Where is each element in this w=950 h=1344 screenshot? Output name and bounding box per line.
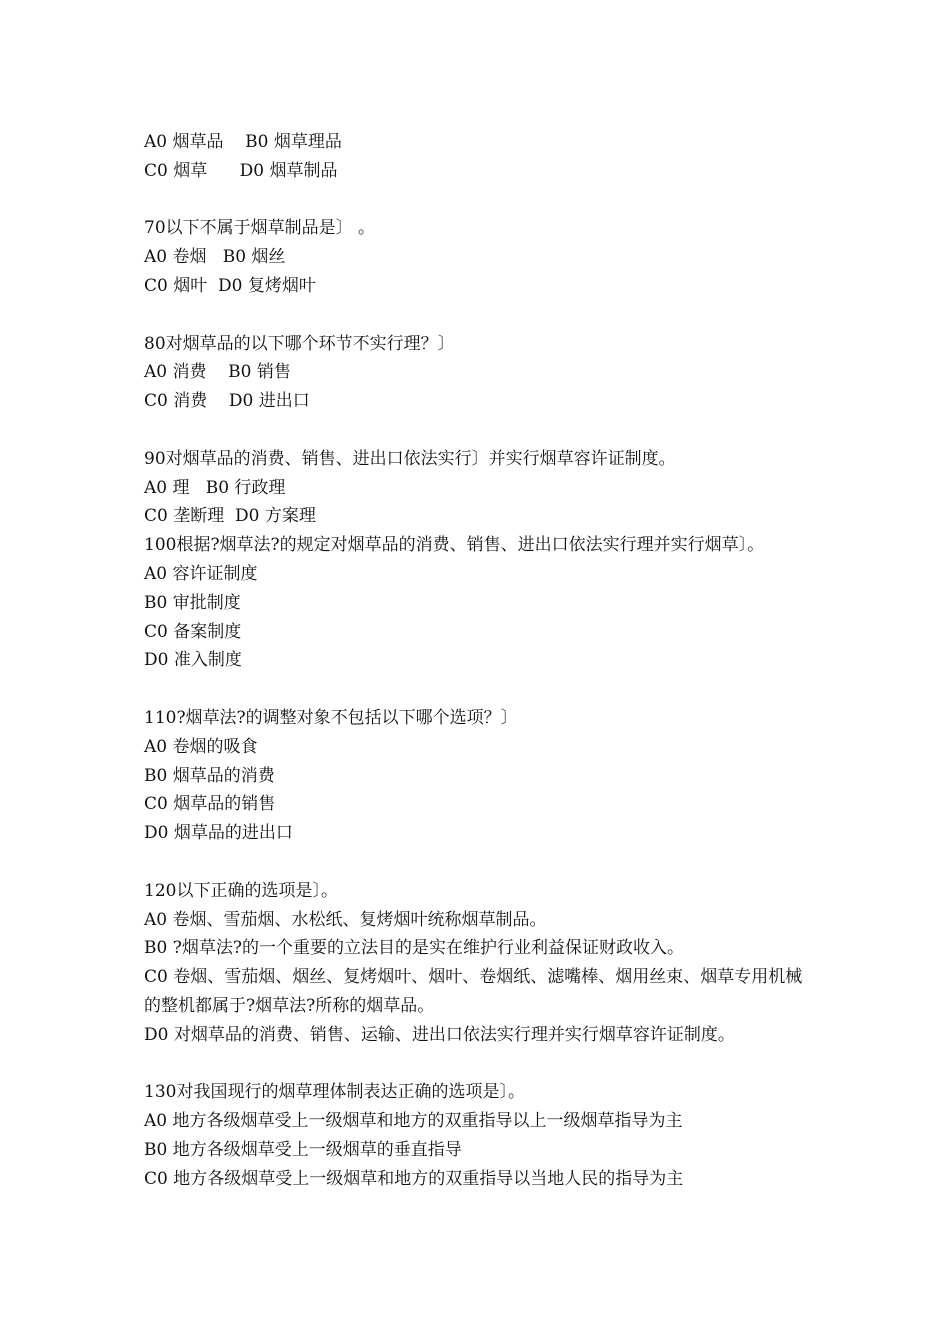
question-text: 120以下正确的选项是〕。 — [144, 880, 338, 901]
answer-option: C0 地方各级烟草受上一级烟草和地方的双重指导以当地人民的指导为主 — [144, 1168, 684, 1189]
answer-option: D0 烟草品的进出口 — [144, 823, 293, 844]
answer-option: C0 消费 D0 进出口 — [144, 391, 310, 412]
answer-option: A0 理 B0 行政理 — [144, 477, 286, 498]
blank-line — [144, 848, 814, 877]
answer-option: A0 消费 B0 销售 — [144, 362, 291, 383]
answer-option: A0 容许证制度 — [144, 563, 258, 584]
answer-option: C0 垄断理 D0 方案理 — [144, 506, 316, 527]
blank-line — [144, 186, 814, 215]
answer-option: B0 地方各级烟草受上一级烟草的垂直指导 — [144, 1139, 462, 1160]
answer-option: D0 对烟草品的消费、销售、运输、进出口依法实行理并实行烟草容许证制度。 — [144, 1024, 735, 1045]
answer-option: C0 备案制度 — [144, 621, 242, 642]
answer-option: B0 ?烟草法?的一个重要的立法目的是实在维护行业利益保证财政收入。 — [144, 938, 684, 959]
answer-option: D0 准入制度 — [144, 650, 242, 671]
question-text: 80对烟草品的以下哪个环节不实行理？〕 — [144, 333, 455, 354]
document-body — [144, 128, 814, 1193]
answer-option: A0 地方各级烟草受上一级烟草和地方的双重指导以上一级烟草指导为主 — [144, 1111, 683, 1132]
blank-line — [144, 301, 814, 330]
answer-option: A0 卷烟的吸食 — [144, 736, 258, 757]
question-text: 110?烟草法?的调整对象不包括以下哪个选项？〕 — [144, 707, 518, 728]
blank-line — [144, 1050, 814, 1079]
text-line: C0 烟草 D0 烟草制品 — [144, 160, 338, 181]
question-text: 130对我国现行的烟草理体制表达正确的选项是〕。 — [144, 1082, 525, 1103]
answer-option: C0 烟叶 D0 复烤烟叶 — [144, 275, 316, 296]
question-text: 100根据?烟草法?的规定对烟草品的消费、销售、进出口依法实行理并实行烟草〕。 — [144, 535, 765, 556]
question-text: 90对烟草品的消费、销售、进出口依法实行〕并实行烟草容许证制度。 — [144, 448, 676, 469]
blank-line — [144, 416, 814, 445]
question-text: 70以下不属于烟草制品是〕 。 — [144, 218, 376, 239]
answer-option: A0 卷烟 B0 烟丝 — [144, 247, 286, 268]
answer-option: C0 烟草品的销售 — [144, 794, 276, 815]
text-line: A0 烟草品 B0 烟草理品 — [144, 132, 342, 152]
answer-option: C0 卷烟、雪茄烟、烟丝、复烤烟叶、烟叶、卷烟纸、滤嘴棒、烟用丝束、烟草专用机械的整机都属于?烟草法?所称的烟草品。 — [144, 967, 803, 1016]
answer-option: A0 卷烟、雪茄烟、水松纸、复烤烟叶统称烟草制品。 — [144, 909, 547, 930]
answer-option: B0 审批制度 — [144, 592, 241, 613]
blank-line — [144, 675, 814, 704]
answer-option: B0 烟草品的消费 — [144, 765, 275, 786]
